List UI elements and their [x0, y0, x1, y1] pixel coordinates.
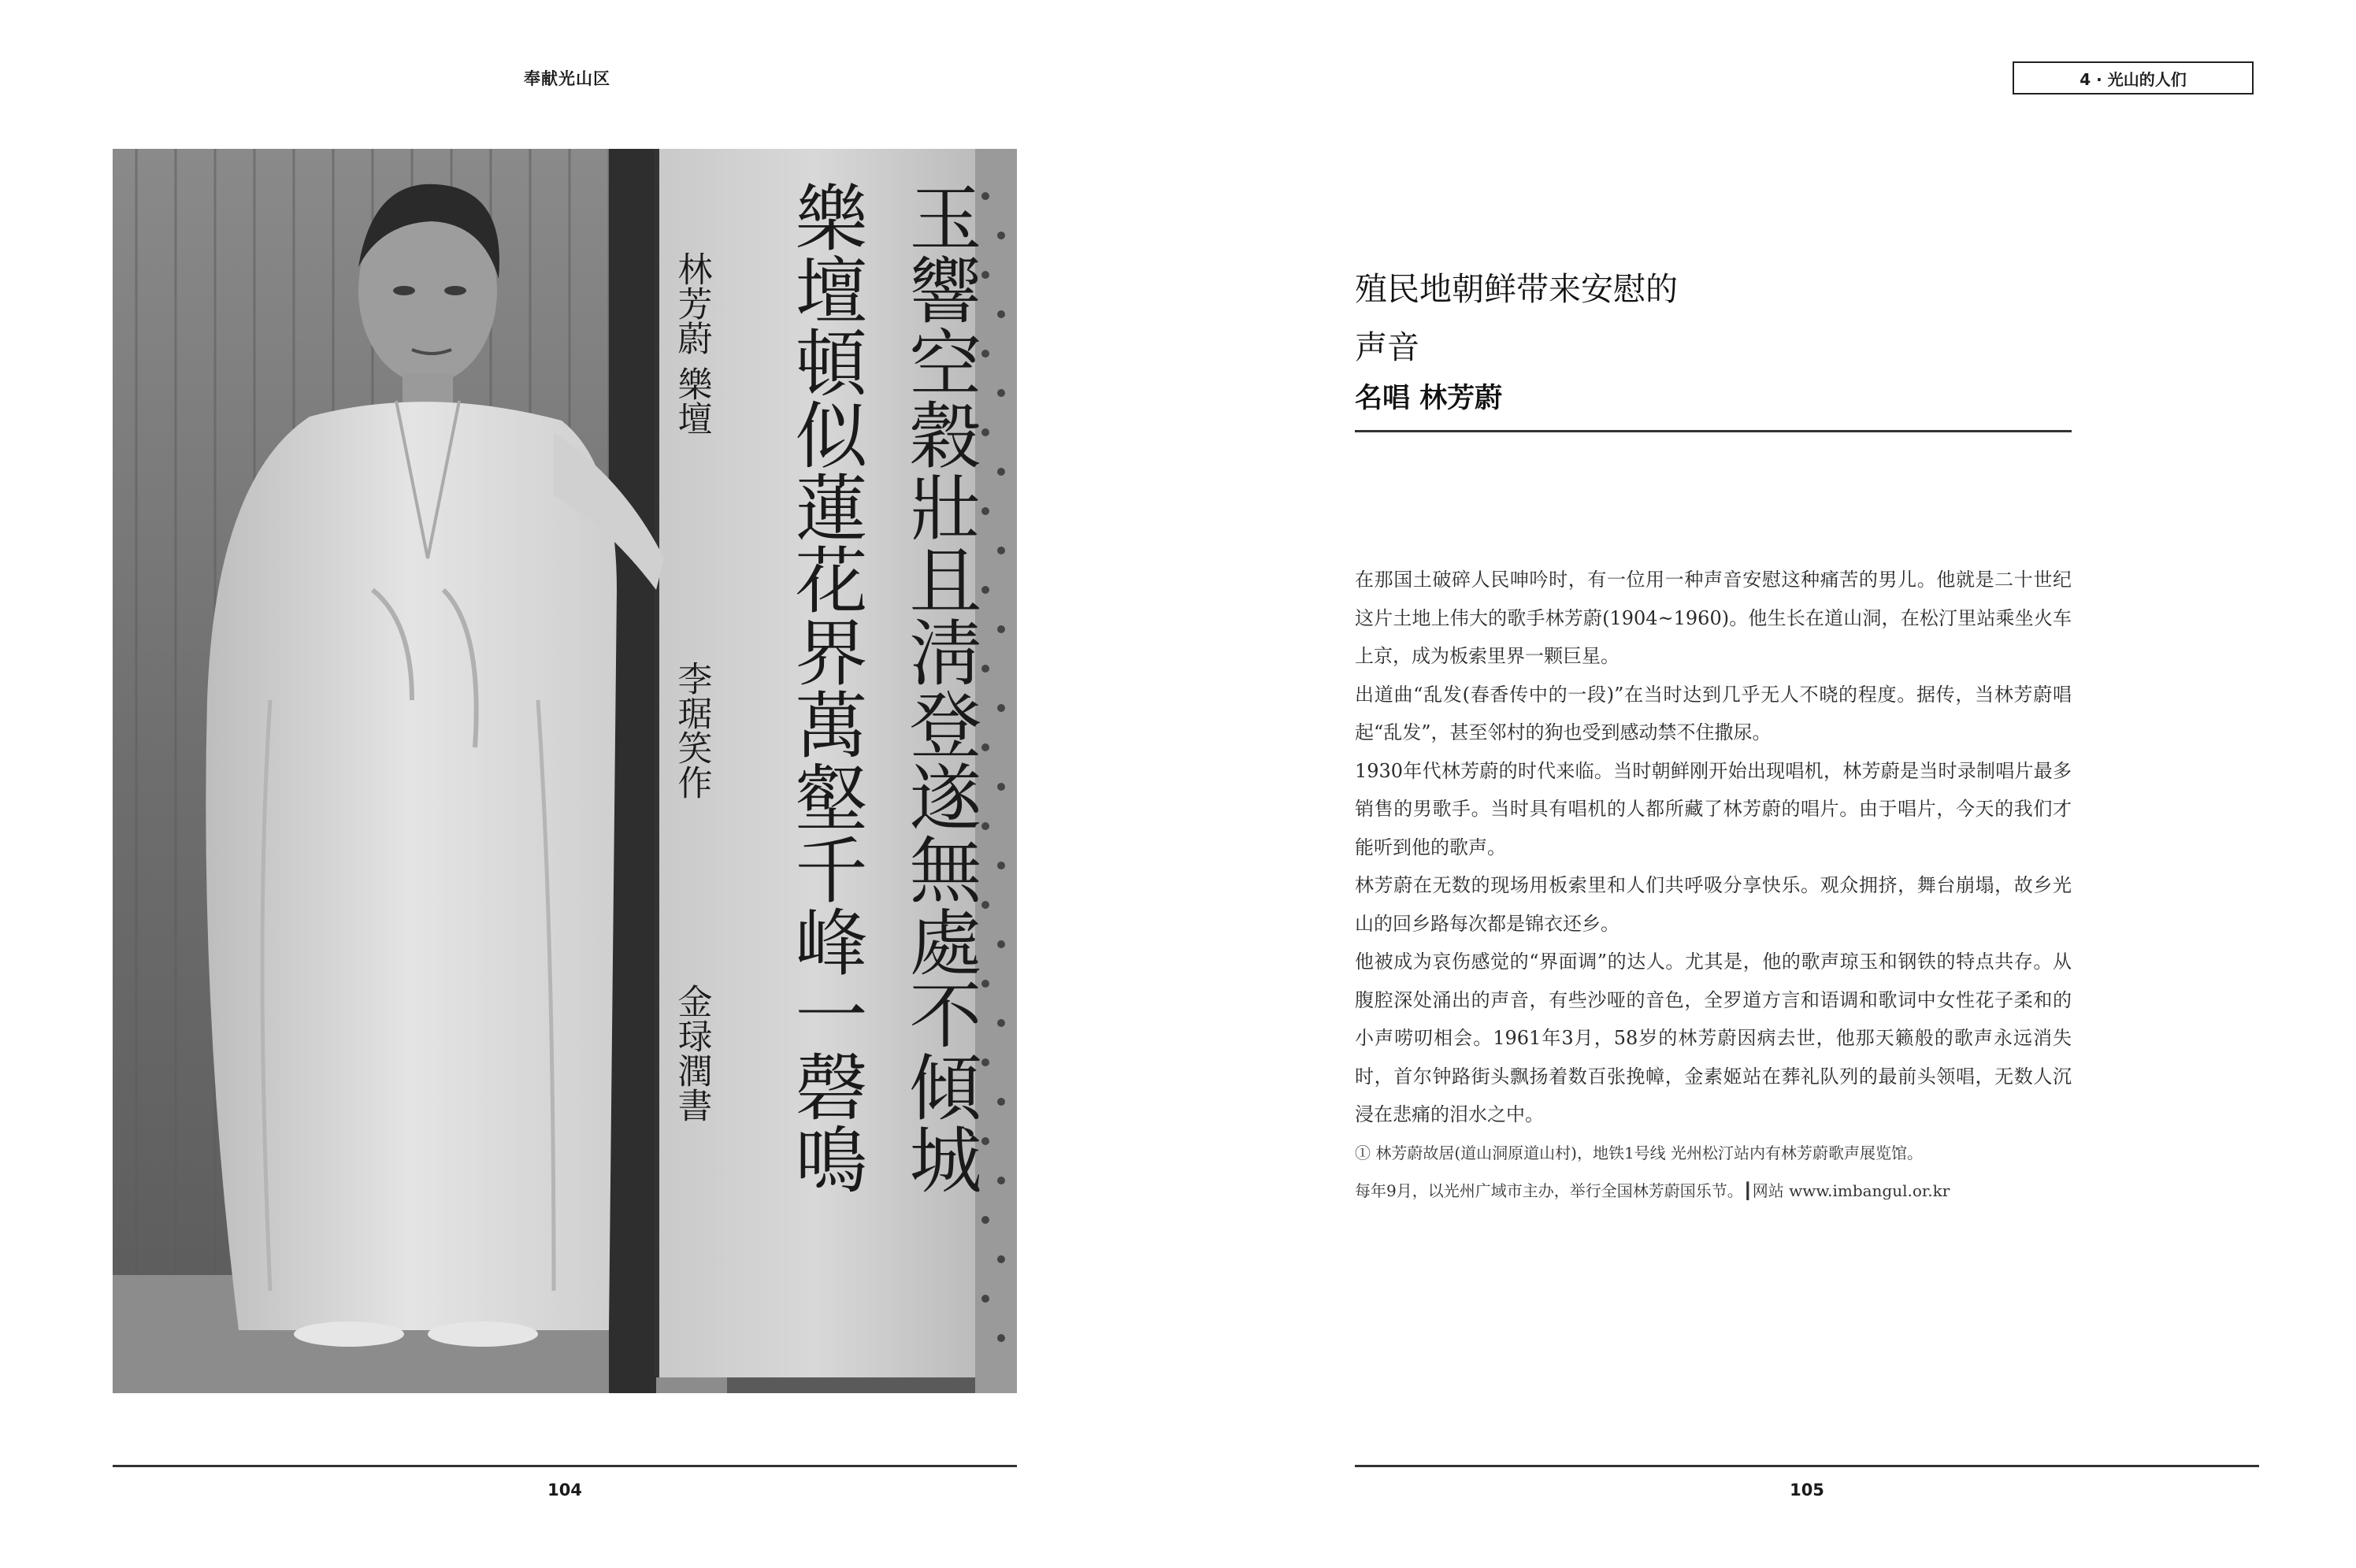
footnote-festival: 每年9月，以光州广域市主办，举行全国林芳蔚国乐节。┃网站 www.imbangul.or.kr [1355, 1181, 1950, 1200]
running-head: 奉献光山区 [524, 69, 610, 88]
paragraph: 出道曲“乱发(春香传中的一段)”在当时达到几乎无人不晓的程度。据传，当林芳蔚唱起“乱发”，甚至邻村的狗也受到感动禁不住撒尿。 [1355, 683, 2072, 743]
article-body [1355, 561, 2072, 1134]
page-number-left: 104 [547, 1481, 582, 1499]
right-page [1178, 0, 2356, 1568]
footer-rule-right [1355, 1465, 2259, 1467]
article-title-line2: 声音 [1355, 328, 1419, 366]
paragraph: 林芳蔚在无数的现场用板索里和人们共呼吸分享快乐。观众拥挤，舞台崩塌，故乡光山的回乡路每次都是锦衣还乡。 [1355, 874, 2072, 935]
paragraph: 1930年代林芳蔚的时代来临。当时朝鲜刚开始出现唱机，林芳蔚是当时录制唱片最多销售的男歌手。当时具有唱机的人都所藏了林芳蔚的唱片。由于唱片，今天的我们才能听到他的歌声。 [1355, 759, 2072, 858]
calligraphy-inscription-middle: 李琚笑作 [671, 661, 712, 799]
paragraph: 在那国土破碎人民呻吟时，有一位用一种声音安慰这种痛苦的男儿。他就是二十世纪这片土地上伟大的歌手林芳蔚(1904~1960)。他生长在道山洞，在松汀里站乘坐火车上京，成为板索里界一颗巨星。 [1355, 569, 2072, 667]
calligraphy-main-column: 玉響空穀壯且淸登遂無處不傾城 [897, 180, 982, 1195]
footnote-location: ① 林芳蔚故居(道山洞原道山村)，地铁1号线 光州松汀站内有林芳蔚歌声展览馆。 [1355, 1144, 1924, 1162]
article-title-line1: 殖民地朝鲜带来安慰的 [1355, 270, 1678, 308]
portrait-photo [113, 149, 1017, 1393]
title-rule [1355, 430, 2072, 432]
calligraphy-second-column: 樂壇頓似蓮花界萬壑千峰一磬鳴 [783, 180, 868, 1195]
calligraphy-inscription-right: 金琭潤書 [671, 984, 712, 1122]
paragraph: 他被成为哀伤感觉的“界面调”的达人。尤其是，他的歌声琼玉和钢铁的特点共存。从腹腔深处涌出的声音，有些沙哑的音色，全罗道方言和语调和歌词中女性花子柔和的小声唠叨相会。1961年3月，58岁的林芳蔚因病去世，他那天籁般的歌声永远消失时，首尔钟路街头飘扬着数百张挽幛，金素姬站在葬礼队列的最前头领唱，无数人沉浸在悲痛的泪水之中。 [1355, 951, 2072, 1125]
page-number-right: 105 [1790, 1481, 1824, 1499]
section-label-box: 4 · 光山的人们 [2013, 61, 2254, 95]
footer-rule-left [113, 1465, 1017, 1467]
article-subtitle: 名唱 林芳蔚 [1355, 383, 1503, 414]
calligraphy-inscription-left: 林芳蔚 樂壇 [671, 251, 712, 436]
